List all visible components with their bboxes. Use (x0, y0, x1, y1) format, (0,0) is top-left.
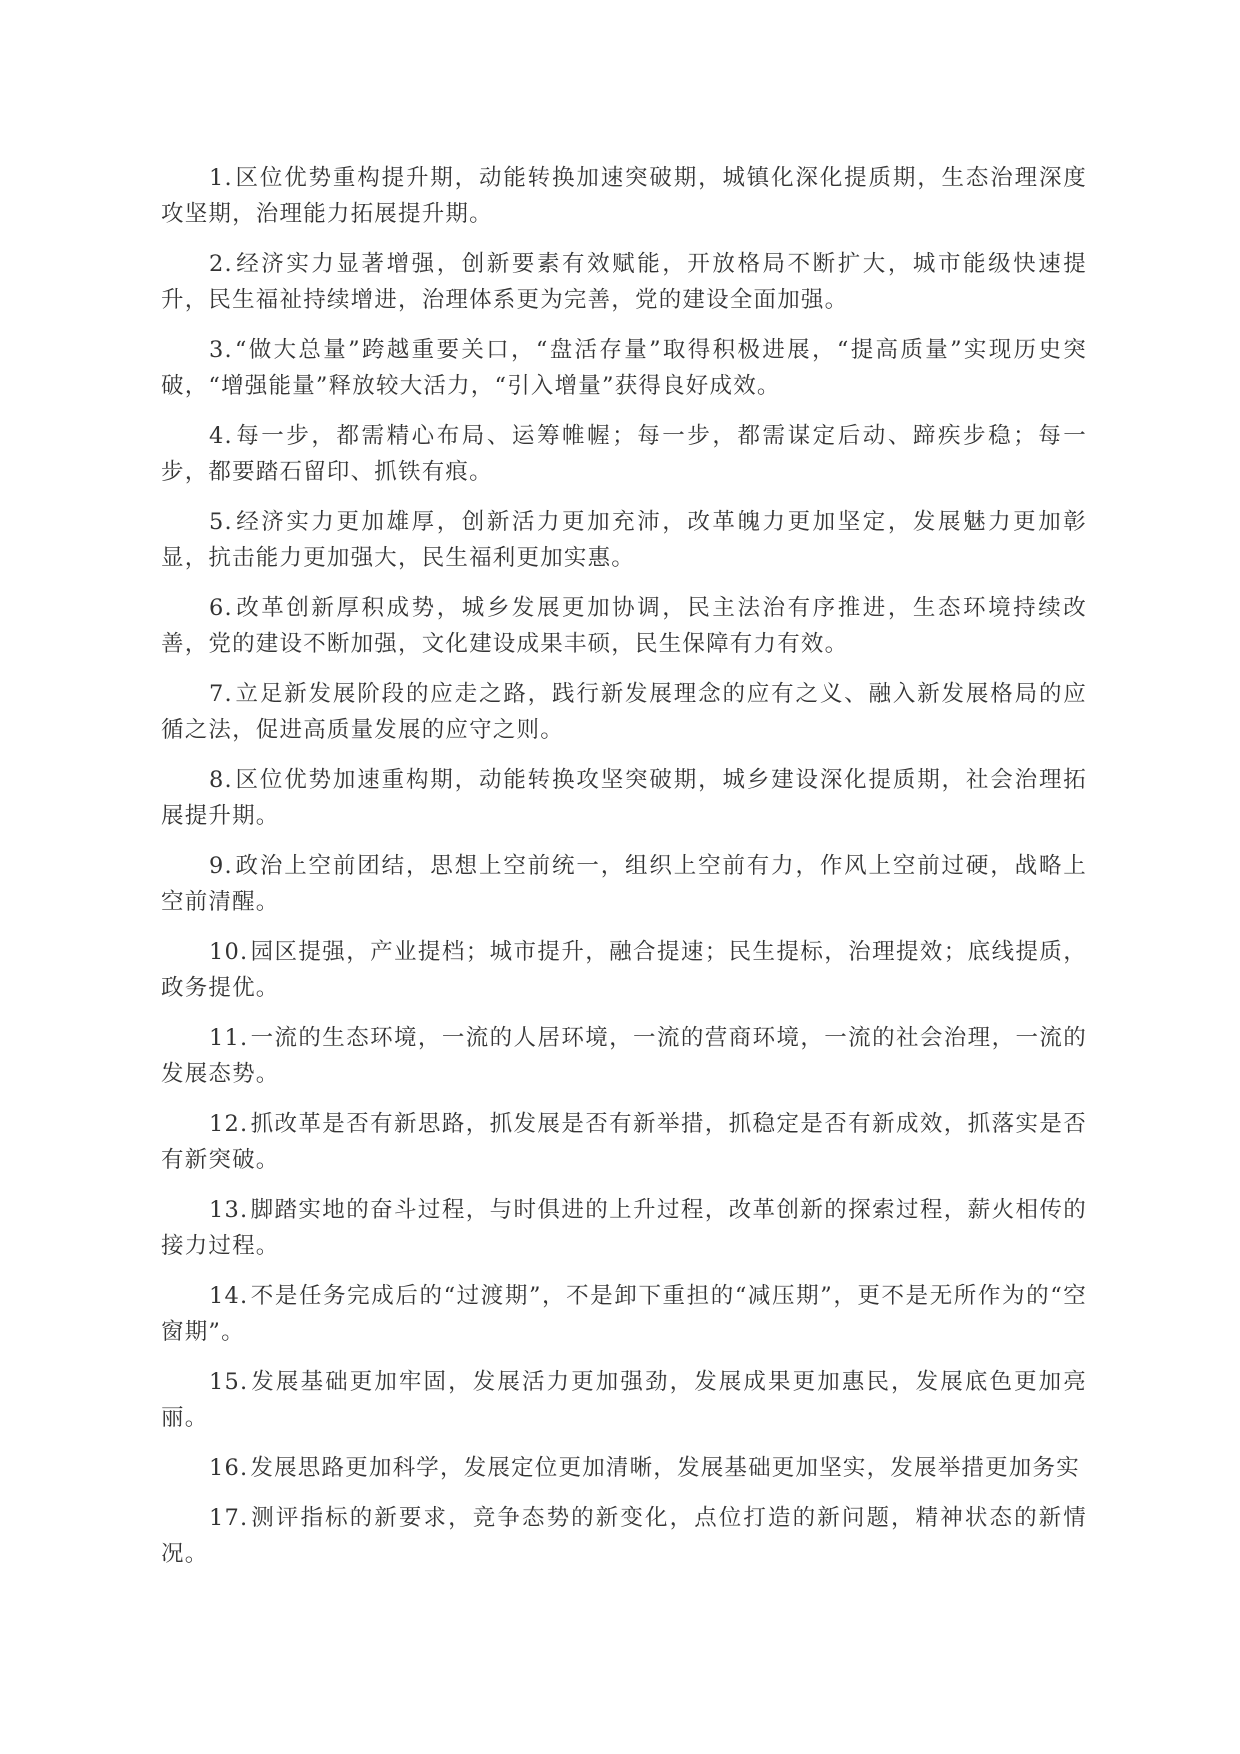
item-number: 14. (209, 1283, 249, 1309)
item-number: 4. (209, 423, 233, 449)
item-number: 16. (209, 1455, 249, 1481)
item-number: 15. (209, 1369, 249, 1395)
item-number: 9. (209, 853, 233, 879)
item-number: 10. (209, 939, 249, 965)
list-item (161, 1106, 1087, 1178)
list-item (161, 848, 1087, 920)
item-text: 经济实力显著增强，创新要素有效赋能，开放格局不断扩大，城市能级快速提升，民生福祉持续增进，治理体系更为完善，党的建设全面加强。 (161, 251, 1087, 313)
item-text: 园区提强，产业提档；城市提升，融合提速；民生提标，治理提效；底线提质，政务提优。 (161, 939, 1087, 1001)
item-text: 一流的生态环境，一流的人居环境，一流的营商环境，一流的社会治理，一流的发展态势。 (161, 1025, 1087, 1087)
item-number: 13. (209, 1197, 249, 1223)
item-text: 改革创新厚积成势，城乡发展更加协调，民主法治有序推进，生态环境持续改善，党的建设不断加强，文化建设成果丰硕，民生保障有力有效。 (161, 595, 1087, 657)
item-number: 5. (209, 509, 233, 535)
item-text: 脚踏实地的奋斗过程，与时俱进的上升过程，改革创新的探索过程，薪火相传的接力过程。 (161, 1197, 1087, 1259)
item-text: 区位优势重构提升期，动能转换加速突破期，城镇化深化提质期，生态治理深度攻坚期，治理能力拓展提升期。 (161, 165, 1087, 227)
item-number: 7. (209, 681, 233, 707)
list-item (161, 332, 1087, 404)
list-item (161, 590, 1087, 662)
list-item (161, 1192, 1087, 1264)
list-item (161, 676, 1087, 748)
item-text: 发展思路更加科学，发展定位更加清晰，发展基础更加坚实，发展举措更加务实 (250, 1455, 1080, 1481)
item-text: 抓改革是否有新思路，抓发展是否有新举措，抓稳定是否有新成效，抓落实是否有新突破。 (161, 1111, 1087, 1173)
list-item (161, 934, 1087, 1006)
list-item (161, 160, 1087, 232)
item-text: 区位优势加速重构期，动能转换攻坚突破期，城乡建设深化提质期，社会治理拓展提升期。 (161, 767, 1087, 829)
list-item (161, 418, 1087, 490)
list-item (161, 1364, 1087, 1436)
item-text: 经济实力更加雄厚，创新活力更加充沛，改革魄力更加坚定，发展魅力更加彰显，抗击能力更加强大，民生福利更加实惠。 (161, 509, 1087, 571)
numbered-list (161, 160, 1087, 1586)
item-text: 每一步，都需精心布局、运筹帷幄；每一步，都需谋定后动、蹄疾步稳；每一步，都要踏石留印、抓铁有痕。 (161, 423, 1087, 485)
list-item (161, 1450, 1087, 1486)
list-item (161, 1500, 1087, 1572)
item-number: 12. (209, 1111, 249, 1137)
list-item (161, 762, 1087, 834)
item-number: 1. (209, 165, 233, 191)
item-text: 测评指标的新要求，竞争态势的新变化，点位打造的新问题，精神状态的新情况。 (161, 1505, 1087, 1567)
list-item (161, 1278, 1087, 1350)
list-item (161, 1020, 1087, 1092)
item-text: 立足新发展阶段的应走之路，践行新发展理念的应有之义、融入新发展格局的应循之法，促进高质量发展的应守之则。 (161, 681, 1087, 743)
item-number: 6. (209, 595, 233, 621)
item-text: 政治上空前团结，思想上空前统一，组织上空前有力，作风上空前过硬，战略上空前清醒。 (161, 853, 1087, 915)
item-number: 2. (209, 251, 233, 277)
item-number: 11. (209, 1025, 249, 1051)
item-text: 不是任务完成后的“过渡期”，不是卸下重担的“减压期”，更不是无所作为的“空窗期”。 (161, 1283, 1087, 1345)
item-text: “做大总量”跨越重要关口，“盘活存量”取得积极进展，“提高质量”实现历史突破，“增强能量”释放较大活力，“引入增量”获得良好成效。 (161, 337, 1087, 399)
list-item (161, 246, 1087, 318)
item-number: 17. (209, 1505, 249, 1531)
item-text: 发展基础更加牢固，发展活力更加强劲，发展成果更加惠民，发展底色更加亮丽。 (161, 1369, 1087, 1431)
item-number: 8. (209, 767, 233, 793)
list-item (161, 504, 1087, 576)
item-number: 3. (209, 337, 233, 363)
